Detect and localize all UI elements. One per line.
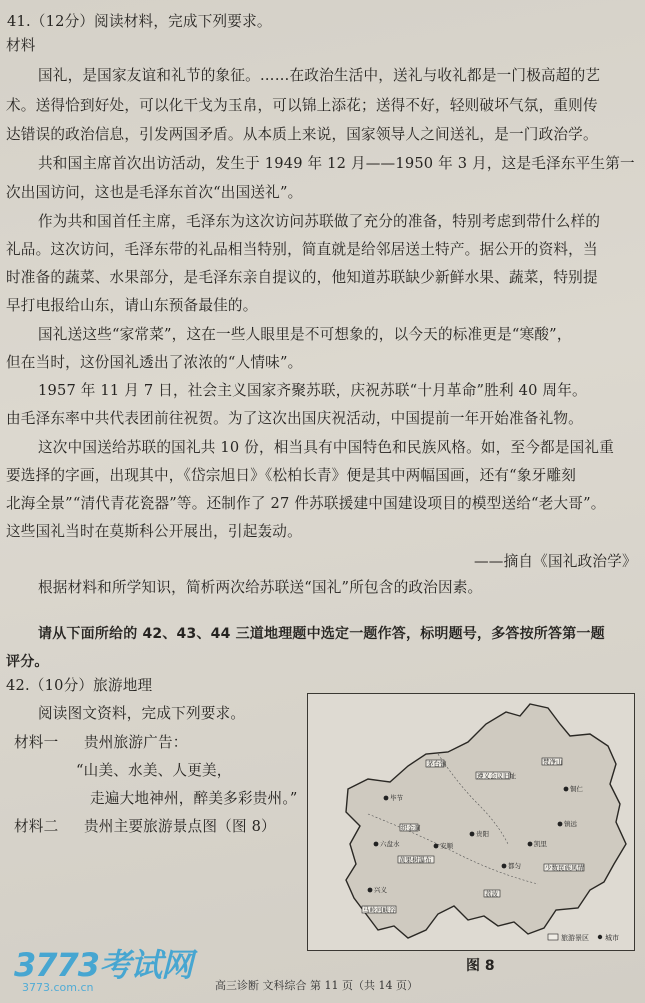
place-label: 遵义会议旧址 <box>477 772 516 780</box>
choice-instruction: 请从下面所给的 42、43、44 三道地理题中选定一题作答，标明题号，多答按所答第一题 <box>38 626 605 642</box>
ad-quote-line: 走遍大地神州，醉美多彩贵州。” <box>90 790 298 807</box>
place-label: 梵净山 <box>543 758 563 766</box>
province-outline <box>346 704 626 938</box>
place-label: 茅台镇 <box>427 760 447 768</box>
watermark-logo: 3773考试网 <box>14 946 193 984</box>
q41-line: 国礼，是国家友谊和礼节的象征。……在政治生活中，送礼与收礼都是一门极高超的艺 <box>38 67 601 84</box>
material-label: 材料 <box>6 37 36 54</box>
q41-line: 术。送得恰到好处，可以化干戈为玉帛，可以锦上添花；送得不好，轻则破坏气氛，重则传 <box>6 97 598 114</box>
q41-line: 共和国主席首次出访活动，发生于 1949 年 12 月——1950 年 3 月，这是毛泽东平生第一 <box>38 155 635 172</box>
q41-line: 要选择的字画，出现其中，《岱宗旭日》《松柏长青》便是其中两幅国画，还有“象牙雕刻 <box>6 467 577 484</box>
legend-city-symbol <box>598 935 602 939</box>
q41-line: 但在当时，这份国礼透出了浓浓的“人情味”。 <box>6 354 303 371</box>
choice-instruction-cont: 评分。 <box>6 654 49 670</box>
guizhou-scenic-map <box>307 693 635 951</box>
material-one-text: 贵州旅游广告： <box>84 734 188 751</box>
q41-line: 北海全景”“清代青花瓷器”等。还制作了 27 件苏联援建中国建设项目的模型送给“老大哥”。 <box>6 495 606 512</box>
city-label: 凯里 <box>534 840 547 848</box>
place-label: 少数民族风情 <box>545 864 584 872</box>
q42-instruction: 阅读图文资料，完成下列要求。 <box>38 705 246 722</box>
material-one-label: 材料一 <box>14 734 59 751</box>
city-label: 铜仁 <box>570 785 583 793</box>
q41-line: 这次中国送给苏联的国礼共 10 份，相当具有中国特色和民族风格。如，至今都是国礼重 <box>38 439 615 456</box>
page-footer: 高三诊断 文科综合 第 11 页（共 14 页） <box>215 979 418 992</box>
place-label: 马岭河峡谷 <box>363 906 396 914</box>
q41-line: 早打电报给山东，请山东预备最佳的。 <box>6 297 258 314</box>
city-label: 安顺 <box>440 842 453 850</box>
city-label: 都匀 <box>508 862 521 870</box>
q41-line: 作为共和国首任主席，毛泽东为这次访问苏联做了充分的准备，特别考虑到带什么样的 <box>38 213 601 230</box>
q42-title: 42.（10分）旅游地理 <box>6 677 153 694</box>
figure-caption: 图 8 <box>466 958 495 974</box>
material-two-text: 贵州主要旅游景点图（图 8） <box>84 818 276 835</box>
place-label: 黄果树瀑布 <box>399 856 432 864</box>
city-label: 镇远 <box>564 820 577 828</box>
map-svg <box>308 694 633 949</box>
watermark-url: 3773.com.cn <box>22 981 94 994</box>
q41-line: 次出国访问，这也是毛泽东首次“出国送礼”。 <box>6 184 303 201</box>
city-label: 贵阳 <box>476 830 489 838</box>
q41-line: 礼品。这次访问，毛泽东带的礼品相当特别，简直就是给邻居送土特产。据公开的资料，当 <box>6 241 598 258</box>
place-label: 荔波 <box>485 890 498 898</box>
q41-source: ——摘自《国礼政治学》 <box>474 553 637 570</box>
legend-scenic-label: 旅游景区 <box>561 934 589 942</box>
q41-line: 达错误的政治信息，引发两国矛盾。从本质上来说，国家领导人之间送礼，是一门政治学。 <box>6 126 598 143</box>
city-label: 兴义 <box>374 886 387 894</box>
ad-quote-line: “山美、水美、人更美， <box>76 762 232 779</box>
city-label: 毕节 <box>390 794 403 802</box>
legend-city-label: 城市 <box>605 934 619 942</box>
q41-question: 根据材料和所学知识，简析两次给苏联送“国礼”所包含的政治因素。 <box>38 579 483 596</box>
q41-line: 时准备的蔬菜、水果部分，是毛泽东亲自提议的，他知道苏联缺少新鲜水果、蔬菜，特别提 <box>6 269 598 286</box>
city-label: 六盘水 <box>380 840 400 848</box>
q41-line: 1957 年 11 月 7 日，社会主义国家齐聚苏联，庆祝苏联“十月革命”胜利 40 周年。 <box>38 382 587 399</box>
q41-line: 这些国礼当时在莫斯科公开展出，引起轰动。 <box>6 523 302 540</box>
place-label: 织金洞 <box>401 824 421 832</box>
map-legend <box>548 933 619 942</box>
q41-line: 由毛泽东率中共代表团前往祝贺。为了这次出国庆祝活动，中国提前一年开始准备礼物。 <box>6 410 583 427</box>
material-two-label: 材料二 <box>14 818 59 835</box>
legend-scenic-symbol <box>548 934 558 940</box>
q41-title: 41.（12分）阅读材料，完成下列要求。 <box>7 13 272 30</box>
q41-line: 国礼送这些“家常菜”，这在一些人眼里是不可想象的，以今天的标准更是“寒酸”， <box>38 326 572 343</box>
